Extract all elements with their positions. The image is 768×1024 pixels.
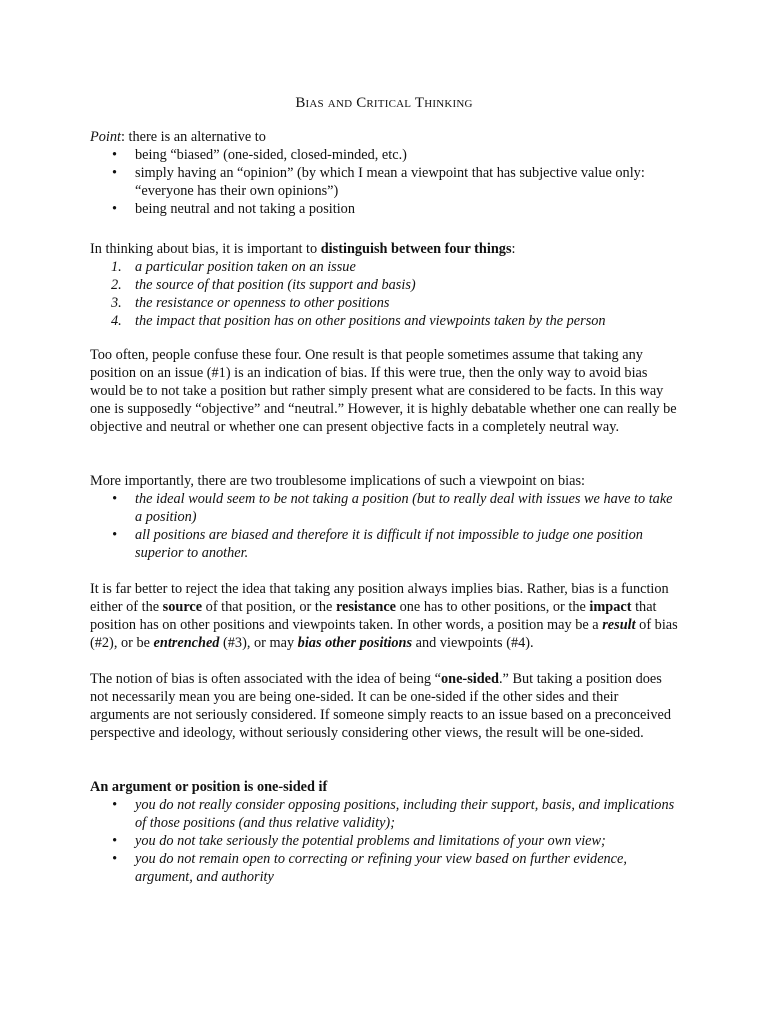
list-item: • you do not remain open to correcting or refining your view based on further evidence, argument, and authority — [112, 851, 627, 885]
one-sided-paragraph: The notion of bias is often associated with the idea of being “one-sided.” But taking a position does not necessarily mean you are being one-sided. It can be one-sided if the other sides and their arguments are not seriously considered. If someone simply reacts to an issue based on a preconceived perspective and ideology, without seriously considering other views, the result will be one-sided. — [90, 671, 671, 741]
list-item: 2. the source of that position (its support and basis) — [111, 277, 416, 293]
four-things-intro: In thinking about bias, it is important to distinguish between four things: — [90, 241, 516, 257]
bullet-icon: • — [112, 851, 118, 867]
list-item: • all positions are biased and therefore it is difficult if not impossible to judge one position superior to another. — [112, 527, 643, 561]
implications-list — [90, 490, 680, 562]
four-things-list — [90, 258, 680, 330]
point-bullet-list — [90, 146, 680, 218]
four-things-section — [90, 240, 680, 330]
list-item: • you do not really consider opposing positions, including their support, basis, and implications of those positions (and thus relative validity); — [112, 797, 675, 831]
page-title: Bias and Critical Thinking — [295, 95, 473, 111]
point-section — [90, 128, 680, 218]
list-item: 3. the resistance or openness to other positions — [111, 295, 390, 311]
bullet-icon: • — [112, 147, 118, 163]
list-item: • being neutral and not taking a position — [112, 201, 355, 217]
point-label: Point — [90, 129, 121, 145]
list-item: 4. the impact that position has on other positions and viewpoints taken by the person — [111, 313, 606, 329]
one-sided-criteria-section — [90, 778, 680, 886]
list-item: 1. a particular position taken on an issue — [111, 259, 356, 275]
implications-section — [90, 472, 680, 562]
bullet-icon: • — [112, 165, 118, 181]
point-line — [90, 128, 680, 146]
list-item: • you do not take seriously the potential problems and limitations of your own view; — [112, 833, 606, 849]
list-item: • simply having an “opinion” (by which I mean a viewpoint that has subjective value only: “everyone has their own opinions”) — [112, 165, 645, 199]
bullet-icon: • — [112, 201, 118, 217]
bullet-icon: • — [112, 833, 118, 849]
list-item: • being “biased” (one-sided, closed-minded, etc.) — [112, 147, 407, 163]
reject-bias-paragraph: It is far better to reject the idea that taking any position always implies bias. Rather, bias is a function either of the source of that position, or the resistance one has to other positions, or the impact that position has on other positions and viewpoints taken. In other words, a position may be a result of bias (#2), or be entrenched (#3), or may bias other positions and viewpoints (#4). — [90, 581, 678, 651]
confusion-paragraph: Too often, people confuse these four. One result is that people sometimes assume that taking any position on an issue (#1) is an indication of bias. If this were true, then the only way to avoid bias would be to not take a position but rather simply present what are considered to be facts. In this way one is supposedly “objective” and “neutral.” However, it is highly debatable whether one can really be objective and neutral or whether one can present objective facts in a completely neutral way. — [90, 347, 677, 435]
point-text: : there is an alternative to — [120, 129, 266, 145]
bullet-icon: • — [112, 797, 118, 813]
bullet-icon: • — [112, 491, 118, 507]
criteria-list — [90, 796, 680, 886]
list-item: • the ideal would seem to be not taking a position (but to really deal with issues we have to take a position) — [112, 491, 673, 525]
implications-intro: More importantly, there are two troublesome implications of such a viewpoint on bias: — [90, 473, 585, 489]
criteria-heading: An argument or position is one-sided if — [90, 779, 328, 795]
bullet-icon: • — [112, 527, 118, 543]
